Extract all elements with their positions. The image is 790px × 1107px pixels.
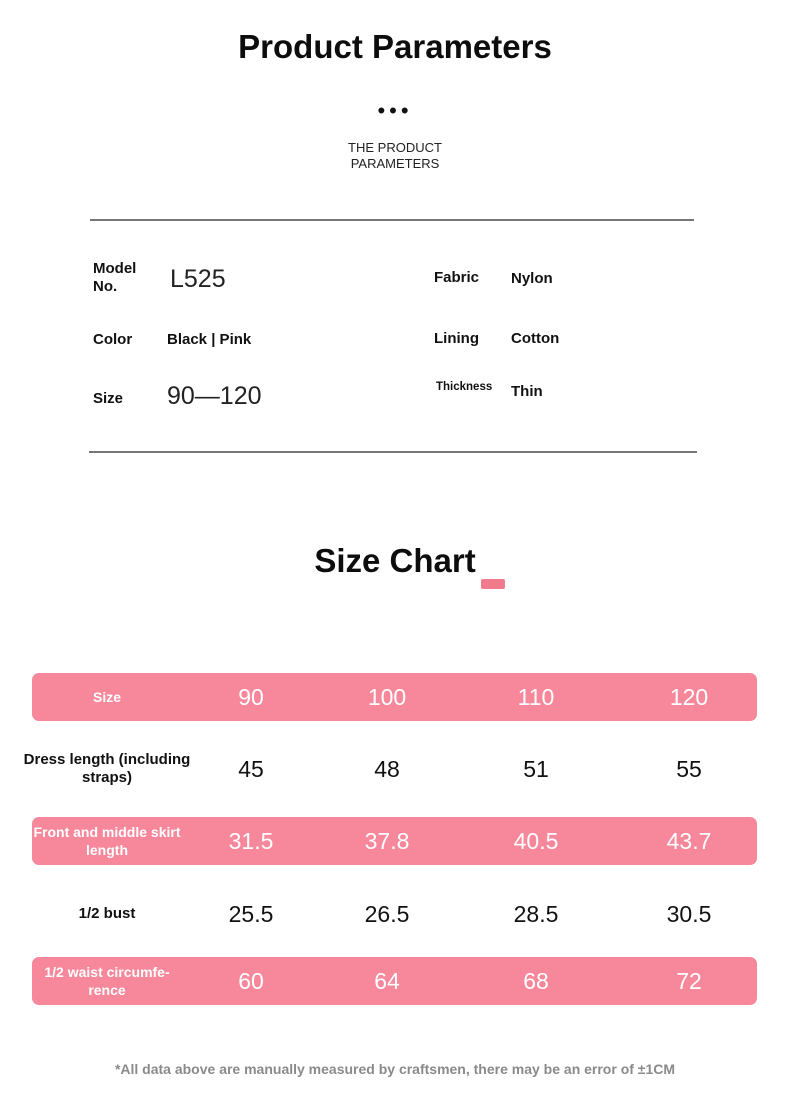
thickness-value: Thin xyxy=(511,383,543,400)
size-value: 90—120 xyxy=(167,382,262,410)
table-row xyxy=(32,817,757,865)
table-cell: 51 xyxy=(523,755,549,782)
table-cell: 64 xyxy=(374,967,400,994)
table-cell: 45 xyxy=(238,755,264,782)
bottom-divider xyxy=(89,451,697,453)
table-cell: 37.8 xyxy=(364,827,410,854)
subtitle-line-1: THE PRODUCT xyxy=(348,140,442,155)
table-cell: 120 xyxy=(669,683,709,710)
table-row xyxy=(23,745,757,793)
model-label xyxy=(93,260,136,296)
table-cell: 25.5 xyxy=(228,900,274,927)
footnote: *All data above are manually measured by craftsmen, there may be an error of ±1CM xyxy=(114,1061,676,1077)
table-row xyxy=(32,673,757,721)
decorative-dots: ••• xyxy=(377,98,413,123)
table-row xyxy=(32,890,757,938)
row-label: 1/2 waist circumfe-rence xyxy=(44,964,170,998)
model-value: L525 xyxy=(170,265,226,293)
table-cell: 55 xyxy=(676,755,702,782)
thickness-label: Thickness xyxy=(436,381,493,393)
row-label: Dress length (including straps) xyxy=(23,751,191,786)
table-cell: 48 xyxy=(374,755,400,782)
table-cell: 90 xyxy=(238,683,264,710)
page-title: Product Parameters xyxy=(238,28,552,65)
page-subtitle xyxy=(0,140,790,172)
size-chart-title: Size Chart xyxy=(314,542,476,579)
table-row xyxy=(32,957,757,1005)
top-divider xyxy=(90,219,694,221)
row-label: Size xyxy=(92,689,121,705)
row-label: 1/2 bust xyxy=(78,905,136,922)
table-cell: 26.5 xyxy=(364,900,410,927)
model-label-line-1: Model xyxy=(93,260,137,277)
table-cell: 40.5 xyxy=(513,827,559,854)
subtitle-line-2: PARAMETERS xyxy=(350,156,440,171)
table-cell: 68 xyxy=(523,967,549,994)
row-label: Front and middle skirt length xyxy=(33,824,181,858)
lining-value: Cotton xyxy=(511,330,560,347)
model-label-line-2: No. xyxy=(93,278,118,295)
accent-bar xyxy=(481,579,505,589)
table-cell: 43.7 xyxy=(666,827,712,854)
color-label: Color xyxy=(93,331,133,348)
table-cell: 72 xyxy=(676,967,702,994)
table-cell: 28.5 xyxy=(513,900,559,927)
lining-label: Lining xyxy=(434,330,479,347)
table-cell: 110 xyxy=(517,683,555,710)
fabric-value: Nylon xyxy=(511,270,553,287)
table-cell: 60 xyxy=(238,967,264,994)
table-cell: 31.5 xyxy=(228,827,274,854)
size-label: Size xyxy=(93,390,124,407)
color-value: Black | Pink xyxy=(167,331,252,348)
table-cell: 30.5 xyxy=(666,900,712,927)
table-cell: 100 xyxy=(367,683,407,710)
fabric-label: Fabric xyxy=(434,269,480,286)
